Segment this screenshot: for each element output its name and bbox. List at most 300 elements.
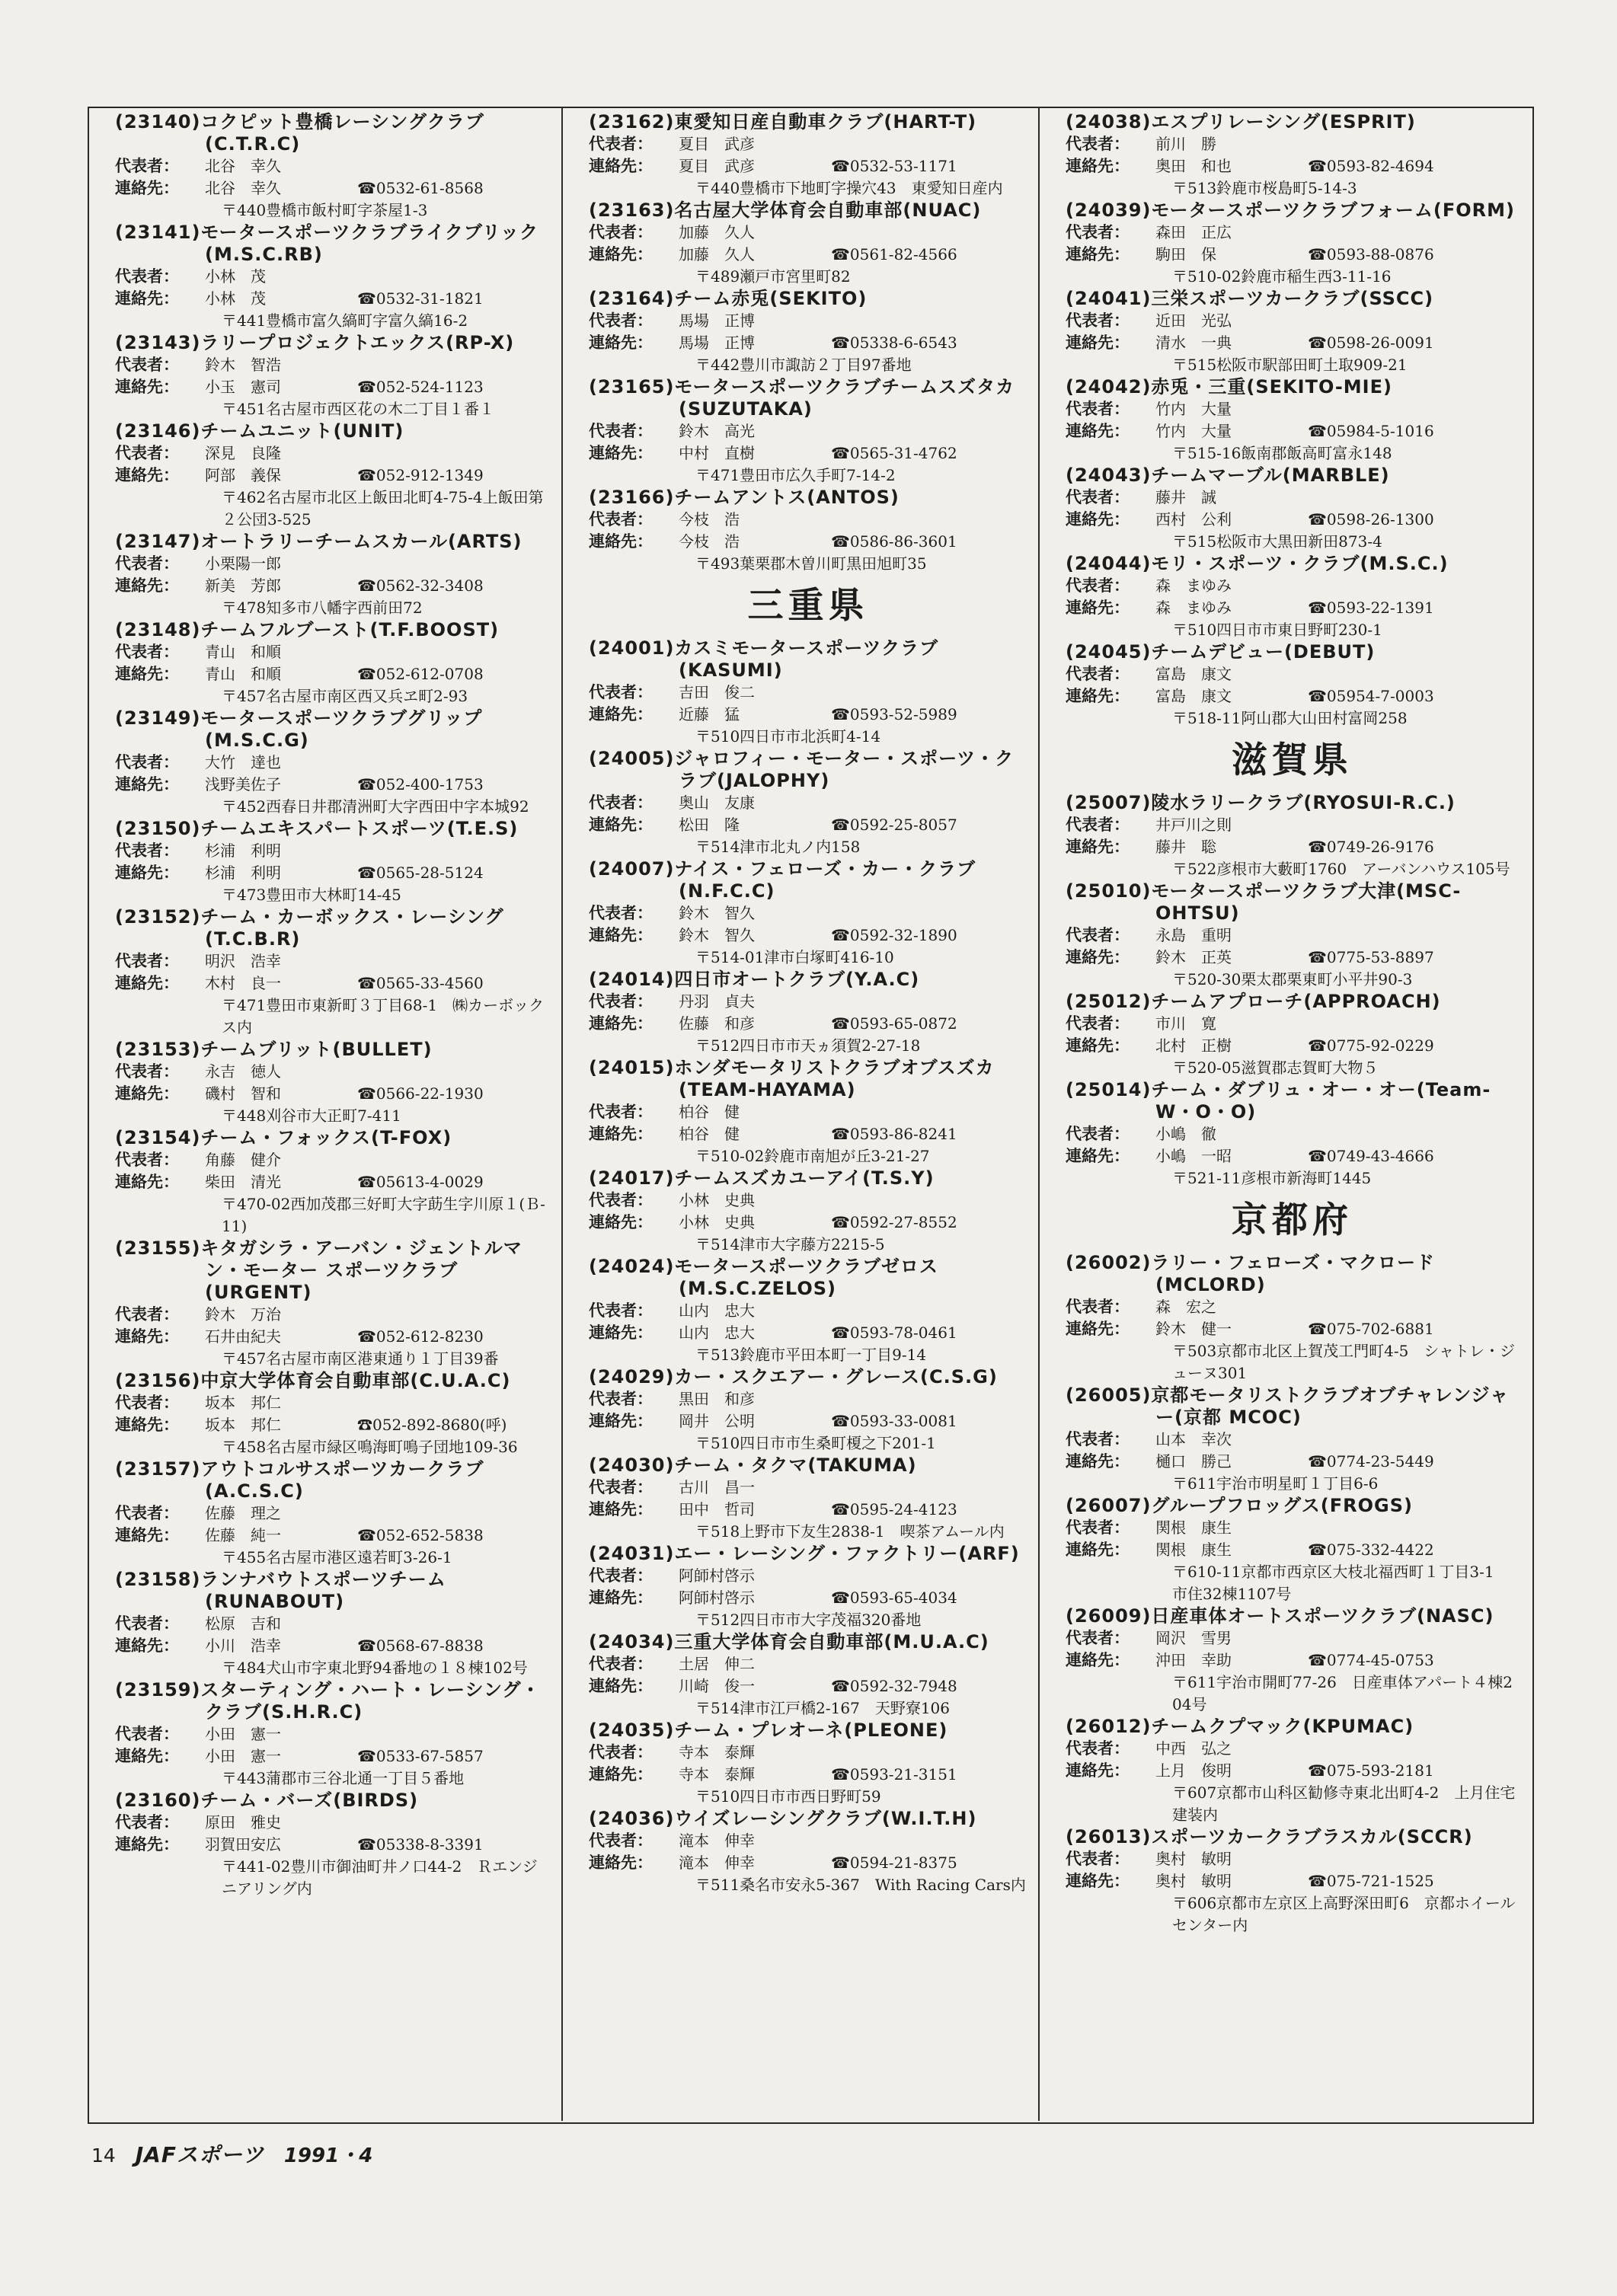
contact-row xyxy=(1066,332,1519,354)
contact-row xyxy=(589,924,1027,947)
contact-address: 〒510四日市市東日野町230-1 xyxy=(1172,621,1382,639)
contact-address: 〒493葉栗郡木曽川町黒田旭町35 xyxy=(695,554,927,573)
contact-label: 連絡先： xyxy=(589,157,653,175)
representative-row xyxy=(589,1653,1027,1675)
representative-row xyxy=(1066,1738,1519,1760)
club-name: (24029)カー・スクエアー・グレース(C.S.G) xyxy=(589,1366,998,1387)
representative-label: 代表者： xyxy=(589,422,653,440)
representative-name: 奥山 友康 xyxy=(679,794,755,812)
representative-row xyxy=(1066,814,1519,836)
club-entry xyxy=(1066,1495,1519,1605)
contact-label: 連絡先： xyxy=(1066,1452,1130,1471)
contact-label: 連絡先： xyxy=(1066,599,1130,617)
representative-row xyxy=(115,1502,551,1525)
representative-label: 代表者： xyxy=(589,1743,653,1761)
contact-address: 〒515松阪市駅部田町土取909-21 xyxy=(1172,356,1408,374)
representative-label: 代表者： xyxy=(589,992,653,1011)
representative-name: 藤井 誠 xyxy=(1155,488,1216,506)
phone-number: ☎0592-32-7948 xyxy=(831,1677,957,1695)
representative-label: 代表者： xyxy=(589,311,653,330)
representative-label: 代表者： xyxy=(589,223,653,241)
club-name: (24042)赤兎・三重(SEKITO-MIE) xyxy=(1066,376,1392,398)
phone-number: ☎052-892-8680(呼) xyxy=(357,1416,507,1434)
contact-name: 中村 直樹 xyxy=(679,444,755,462)
contact-row xyxy=(1066,597,1519,619)
contact-name: 柴田 清光 xyxy=(205,1173,281,1191)
club-entry xyxy=(589,748,1027,858)
contact-label: 連絡先： xyxy=(115,775,179,794)
contact-address: 〒511桑名市安永5-367 With Racing Cars内 xyxy=(695,1876,1026,1894)
representative-row xyxy=(589,1101,1027,1123)
phone-number: ☎0593-88-0876 xyxy=(1308,245,1434,263)
representative-label: 代表者： xyxy=(1066,1430,1130,1448)
contact-row xyxy=(1066,1318,1519,1340)
representative-label: 代表者： xyxy=(115,1394,179,1412)
contact-address: 〒510-02鈴鹿市稲生西3-11-16 xyxy=(1172,267,1392,286)
representative-row xyxy=(589,1830,1027,1852)
contact-name: 小川 浩幸 xyxy=(205,1637,281,1655)
club-name: (23149)モータースポーツクラブグリップ(M.S.C.G) xyxy=(115,707,483,751)
club-name: (24041)三栄スポーツカークラブ(SSCC) xyxy=(1066,288,1434,309)
contact-name: 山内 忠大 xyxy=(679,1324,755,1342)
prefecture-heading: 滋賀県 xyxy=(1232,739,1353,781)
representative-row xyxy=(1066,1013,1519,1035)
contact-row xyxy=(115,575,551,597)
representative-label: 代表者： xyxy=(115,1305,179,1324)
phone-number: ☎0598-26-0091 xyxy=(1308,334,1434,352)
club-name: (24024)モータースポーツクラブゼロス(M.S.C.ZELOS) xyxy=(589,1256,938,1299)
club-entry xyxy=(115,420,551,531)
club-entry xyxy=(115,1370,551,1458)
phone-number: ☎0598-26-1300 xyxy=(1308,510,1434,528)
representative-row xyxy=(589,1190,1027,1212)
representative-row xyxy=(115,1723,551,1745)
representative-row xyxy=(589,1742,1027,1764)
contact-label: 連絡先： xyxy=(115,1173,179,1191)
club-entry xyxy=(1066,1605,1519,1716)
representative-label: 代表者： xyxy=(1066,816,1130,834)
representative-label: 代表者： xyxy=(115,157,179,175)
contact-address: 〒441-02豊川市御油町井ノ口44-2 Ｒエンジニアリング内 xyxy=(222,1857,538,1898)
phone-number: ☎0565-31-4762 xyxy=(831,444,957,462)
contact-name: 北谷 幸久 xyxy=(205,179,281,197)
contact-row xyxy=(589,704,1027,726)
phone-number: ☎0533-67-5857 xyxy=(357,1747,484,1765)
contact-address: 〒448刈谷市大正町7-411 xyxy=(222,1106,401,1125)
contact-label: 連絡先： xyxy=(115,1747,179,1765)
contact-name: 坂本 邦仁 xyxy=(205,1416,281,1434)
representative-row xyxy=(589,310,1027,332)
phone-number: ☎0775-53-8897 xyxy=(1308,948,1434,966)
contact-name: 鈴木 健一 xyxy=(1155,1320,1232,1338)
contact-name: 松田 隆 xyxy=(679,816,740,834)
contact-label: 連絡先： xyxy=(589,1125,653,1143)
contact-name: 新美 芳郎 xyxy=(205,576,281,595)
representative-name: 北谷 幸久 xyxy=(205,157,281,175)
contact-label: 連絡先： xyxy=(589,1854,653,1872)
phone-number: ☎05338-8-3391 xyxy=(357,1835,484,1854)
representative-label: 代表者： xyxy=(589,1566,653,1585)
representative-label: 代表者： xyxy=(1066,1629,1130,1647)
representative-name: 関根 康生 xyxy=(1155,1518,1232,1537)
club-entry xyxy=(115,111,551,222)
contact-name: 竹内 大量 xyxy=(1155,422,1232,440)
representative-label: 代表者： xyxy=(589,1478,653,1496)
phone-number: ☎0568-67-8838 xyxy=(357,1637,484,1655)
contact-row xyxy=(1066,1760,1519,1782)
representative-row xyxy=(589,509,1027,531)
contact-row xyxy=(115,288,551,310)
phone-number: ☎0749-26-9176 xyxy=(1308,838,1434,856)
phone-number: ☎0592-25-8057 xyxy=(831,816,957,834)
club-name: (24043)チームマーブル(MARBLE) xyxy=(1066,465,1390,486)
club-name: (26013)スポーツカークラブラスカル(SCCR) xyxy=(1066,1826,1473,1847)
phone-number: ☎05338-6-6543 xyxy=(831,334,957,352)
contact-row xyxy=(589,1410,1027,1432)
phone-number: ☎075-332-4422 xyxy=(1308,1541,1434,1559)
contact-address: 〒484犬山市字東北野94番地の１８棟102号 xyxy=(222,1659,528,1677)
representative-name: 土居 伸二 xyxy=(679,1655,755,1673)
contact-address: 〒443蒲郡市三谷北通一丁目５番地 xyxy=(222,1769,465,1787)
contact-row xyxy=(115,1083,551,1105)
club-name: (23157)アウトコルサスポーツカークラブ(A.C.S.C) xyxy=(115,1458,484,1502)
representative-name: 寺本 泰輝 xyxy=(679,1743,755,1761)
contact-name: 富島 康文 xyxy=(1155,687,1232,705)
phone-number: ☎0562-32-3408 xyxy=(357,576,484,595)
representative-row xyxy=(589,792,1027,814)
phone-number: ☎052-652-5838 xyxy=(357,1526,484,1544)
representative-row xyxy=(115,1061,551,1083)
representative-name: 山本 幸次 xyxy=(1155,1430,1232,1448)
contact-address: 〒515松阪市大黒田新田873-4 xyxy=(1172,532,1382,551)
phone-number: ☎0532-31-1821 xyxy=(357,289,484,308)
representative-name: 鈴木 万治 xyxy=(205,1305,281,1324)
club-entry xyxy=(115,707,551,818)
contact-label: 連絡先： xyxy=(589,1677,653,1695)
contact-address: 〒440豊橋市飯村町字茶屋1-3 xyxy=(222,201,428,219)
representative-row xyxy=(115,752,551,774)
representative-name: 松原 吉和 xyxy=(205,1614,281,1633)
contact-label: 連絡先： xyxy=(589,1589,653,1607)
club-entry xyxy=(1066,465,1519,553)
contact-name: 佐藤 純一 xyxy=(205,1526,281,1544)
representative-name: 森 まゆみ xyxy=(1155,576,1232,595)
contact-row xyxy=(589,531,1027,553)
representative-name: 近田 光弘 xyxy=(1155,311,1232,330)
representative-label: 代表者： xyxy=(115,1614,179,1633)
representative-label: 代表者： xyxy=(115,1151,179,1169)
phone-number: ☎0561-82-4566 xyxy=(831,245,957,263)
club-entry xyxy=(1066,641,1519,730)
club-name: (24015)ホンダモータリストクラブオブスズカ(TEAM-HAYAMA) xyxy=(589,1057,995,1100)
representative-row xyxy=(1066,1123,1519,1145)
contact-label: 連絡先： xyxy=(1066,422,1130,440)
representative-name: 大竹 達也 xyxy=(205,753,281,771)
contact-address: 〒610-11京都市西京区大枝北福西町１丁目3-1 市住32棟1107号 xyxy=(1172,1563,1510,1603)
contact-address: 〒510四日市市生桑町榎之下201-1 xyxy=(695,1434,936,1452)
representative-label: 代表者： xyxy=(1066,1850,1130,1868)
representative-row xyxy=(1066,310,1519,332)
representative-row xyxy=(1066,398,1519,420)
contact-label: 連絡先： xyxy=(115,1637,179,1655)
contact-address: 〒513鈴鹿市桜島町5-14-3 xyxy=(1172,179,1357,197)
contact-name: 阿師村啓示 xyxy=(679,1589,755,1607)
contact-row xyxy=(1066,420,1519,442)
representative-name: 前川 勝 xyxy=(1155,135,1216,153)
club-name: (26009)日産車体オートスポーツクラブ(NASC) xyxy=(1066,1605,1494,1627)
club-name: (23160)チーム・バーズ(BIRDS) xyxy=(115,1790,419,1811)
representative-name: 永吉 徳人 xyxy=(205,1062,281,1081)
contact-address: 〒510四日市市西日野町59 xyxy=(695,1787,881,1806)
representative-label: 代表者： xyxy=(1066,1298,1130,1316)
club-name: (25012)チームアプローチ(APPROACH) xyxy=(1066,991,1441,1012)
contact-label: 連絡先： xyxy=(1066,838,1130,856)
representative-name: 青山 和順 xyxy=(205,643,281,661)
contact-label: 連絡先： xyxy=(1066,1147,1130,1165)
contact-name: 奥村 敏明 xyxy=(1155,1872,1232,1890)
contact-address: 〒514津市大字藤方2215-5 xyxy=(695,1235,885,1253)
club-name: (23165)モータースポーツクラブチームスズタカ(SUZUTAKA) xyxy=(589,376,1015,420)
contact-row xyxy=(115,1834,551,1856)
club-entry xyxy=(589,288,1027,376)
club-entry xyxy=(589,1057,1027,1167)
phone-number: ☎0593-52-5989 xyxy=(831,705,957,723)
contact-name: 小嶋 一昭 xyxy=(1155,1147,1232,1165)
contact-name: 今枝 浩 xyxy=(679,532,740,551)
club-name: (23152)チーム・カーボックス・レーシング(T.C.B.R) xyxy=(115,906,504,950)
club-entry xyxy=(589,200,1027,288)
club-entry xyxy=(589,1167,1027,1256)
contact-row xyxy=(1066,155,1519,177)
club-name: (25007)陵水ラリークラブ(RYOSUI-R.C.) xyxy=(1066,792,1456,813)
representative-row xyxy=(1066,924,1519,947)
representative-row xyxy=(589,682,1027,704)
phone-number: ☎052-400-1753 xyxy=(357,775,484,794)
contact-label: 連絡先： xyxy=(1066,334,1130,352)
contact-address: 〒518上野市下友生2838-1 喫茶アムール内 xyxy=(695,1522,1005,1541)
representative-row xyxy=(115,1613,551,1635)
club-entry xyxy=(115,906,551,1039)
contact-name: 樋口 勝己 xyxy=(1155,1452,1232,1471)
contact-name: 石井由紀夫 xyxy=(205,1327,281,1346)
representative-label: 代表者： xyxy=(115,554,179,573)
contact-address: 〒514津市江戸橋2-167 天野寮106 xyxy=(695,1699,951,1717)
contact-label: 連絡先： xyxy=(115,1327,179,1346)
representative-name: 奥村 敏明 xyxy=(1155,1850,1232,1868)
club-entry xyxy=(1066,553,1519,641)
representative-label: 代表者： xyxy=(115,1504,179,1522)
representative-label: 代表者： xyxy=(115,952,179,970)
phone-number: ☎052-524-1123 xyxy=(357,378,484,396)
phone-number: ☎075-721-1525 xyxy=(1308,1872,1434,1890)
contact-address: 〒611宇治市開町77-26 日産車体アパート４棟204号 xyxy=(1172,1673,1513,1713)
representative-row xyxy=(589,1300,1027,1322)
page-number: 14 xyxy=(91,2144,116,2167)
contact-address: 〒471豊田市広久手町7-14-2 xyxy=(695,466,896,484)
club-entry xyxy=(589,1720,1027,1808)
club-entry xyxy=(589,1256,1027,1366)
contact-row xyxy=(115,862,551,884)
contact-row xyxy=(115,663,551,685)
representative-label: 代表者： xyxy=(115,267,179,286)
contact-address: 〒489瀬戸市宮里町82 xyxy=(695,267,851,286)
representative-label: 代表者： xyxy=(1066,400,1130,418)
contact-label: 連絡先： xyxy=(115,289,179,308)
directory-column-3 xyxy=(1040,107,1529,2121)
representative-name: 小栗陽一郎 xyxy=(205,554,281,573)
contact-label: 連絡先： xyxy=(115,1526,179,1544)
contact-name: 羽賀田安広 xyxy=(205,1835,281,1854)
contact-address: 〒457名古屋市南区港東通り１丁目39番 xyxy=(222,1349,499,1368)
contact-address: 〒518-11阿山郡大山田村富岡258 xyxy=(1172,709,1408,727)
club-entry xyxy=(589,858,1027,969)
phone-number: ☎0565-33-4560 xyxy=(357,974,484,992)
contact-name: 近藤 猛 xyxy=(679,705,740,723)
club-entry xyxy=(115,1679,551,1790)
contact-name: 小林 史典 xyxy=(679,1213,755,1231)
club-entry xyxy=(1066,1252,1519,1384)
representative-row xyxy=(115,1304,551,1326)
representative-name: 小嶋 徹 xyxy=(1155,1125,1216,1143)
contact-row xyxy=(589,155,1027,177)
contact-label: 連絡先： xyxy=(115,378,179,396)
contact-name: 磯村 智和 xyxy=(205,1084,281,1103)
club-entry xyxy=(1066,1826,1519,1937)
contact-address: 〒512四日市市天ヵ須賀2-27-18 xyxy=(695,1036,921,1055)
contact-row xyxy=(589,1322,1027,1344)
representative-name: 古川 昌一 xyxy=(679,1478,755,1496)
representative-name: 鈴木 智久 xyxy=(679,904,755,922)
representative-row xyxy=(589,1477,1027,1499)
phone-number: ☎05613-4-0029 xyxy=(357,1173,484,1191)
representative-label: 代表者： xyxy=(1066,488,1130,506)
contact-name: 木村 良一 xyxy=(205,974,281,992)
contact-row xyxy=(1066,244,1519,266)
representative-row xyxy=(115,950,551,972)
phone-number: ☎075-702-6881 xyxy=(1308,1320,1434,1338)
contact-name: 川崎 俊一 xyxy=(679,1677,755,1695)
page-footer xyxy=(91,2138,386,2169)
contact-name: 藤井 聡 xyxy=(1155,838,1216,856)
contact-name: 鈴木 智久 xyxy=(679,926,755,944)
phone-number: ☎052-612-8230 xyxy=(357,1327,484,1346)
representative-name: 森田 正広 xyxy=(1155,223,1232,241)
representative-label: 代表者： xyxy=(115,444,179,462)
contact-label: 連絡先： xyxy=(1066,1761,1130,1780)
representative-label: 代表者： xyxy=(589,135,653,153)
prefecture-heading: 三重県 xyxy=(747,585,869,627)
contact-address: 〒455名古屋市港区遠若町3-26-1 xyxy=(222,1548,452,1566)
club-name: (26002)ラリー・フェローズ・マクロード(MCLORD) xyxy=(1066,1252,1436,1295)
phone-number: ☎052-912-1349 xyxy=(357,466,484,484)
club-name: (23164)チーム赤兎(SEKITO) xyxy=(589,288,868,309)
representative-label: 代表者： xyxy=(589,1103,653,1121)
contact-name: 西村 公利 xyxy=(1155,510,1232,528)
contact-row xyxy=(589,1852,1027,1874)
issue-date: 1991・4 xyxy=(283,2144,373,2167)
club-entry xyxy=(589,111,1027,200)
club-name: (24001)カスミモータースポーツクラブ(KASUMI) xyxy=(589,637,939,681)
contact-label: 連絡先： xyxy=(115,576,179,595)
representative-name: 坂本 邦仁 xyxy=(205,1394,281,1412)
club-entry xyxy=(1066,288,1519,376)
phone-number: ☎0749-43-4666 xyxy=(1308,1147,1434,1165)
contact-label: 連絡先： xyxy=(1066,1541,1130,1559)
representative-row xyxy=(115,442,551,465)
representative-row xyxy=(1066,1848,1519,1870)
club-entry xyxy=(115,1790,551,1900)
club-name: (24036)ウイズレーシングクラブ(W.I.T.H) xyxy=(589,1808,977,1829)
contact-address: 〒452西春日井郡清洲町大字西田中字本城92 xyxy=(222,797,529,816)
representative-row xyxy=(589,222,1027,244)
club-name: (23141)モータースポーツクラブライクブリック(M.S.C.RB) xyxy=(115,222,538,265)
representative-label: 代表者： xyxy=(115,1725,179,1743)
contact-name: 北村 正樹 xyxy=(1155,1036,1232,1055)
representative-name: 佐藤 理之 xyxy=(205,1504,281,1522)
contact-address: 〒470-02西加茂郡三好町大字莇生字川原１(Ｂ-11) xyxy=(222,1195,545,1235)
club-name: (24039)モータースポーツクラブフォーム(FORM) xyxy=(1066,200,1515,221)
contact-label: 連絡先： xyxy=(589,1324,653,1342)
representative-row xyxy=(1066,133,1519,155)
club-name: (23162)東愛知日産自動車クラブ(HART-T) xyxy=(589,111,977,133)
contact-label: 連絡先： xyxy=(589,705,653,723)
contact-row xyxy=(1066,1145,1519,1167)
representative-name: 小林 茂 xyxy=(205,267,266,286)
contact-row xyxy=(1066,836,1519,858)
contact-label: 連絡先： xyxy=(589,1500,653,1518)
club-name: (23153)チームブリット(BULLET) xyxy=(115,1039,433,1060)
contact-row xyxy=(589,1587,1027,1609)
contact-row xyxy=(1066,1451,1519,1473)
representative-name: 夏目 武彦 xyxy=(679,135,755,153)
representative-row xyxy=(115,641,551,663)
contact-address: 〒473豊田市大林町14-45 xyxy=(222,886,401,904)
contact-name: 上月 俊明 xyxy=(1155,1761,1232,1780)
representative-label: 代表者： xyxy=(589,1191,653,1209)
club-name: (23156)中京大学体育会自動車部(C.U.A.C) xyxy=(115,1370,511,1391)
contact-label: 連絡先： xyxy=(1066,1320,1130,1338)
club-name: (24044)モリ・スポーツ・クラブ(M.S.C.) xyxy=(1066,553,1449,574)
contact-label: 連絡先： xyxy=(589,444,653,462)
phone-number: ☎0775-92-0229 xyxy=(1308,1036,1434,1055)
representative-row xyxy=(115,553,551,575)
club-entry xyxy=(115,1569,551,1679)
representative-row xyxy=(115,1149,551,1171)
contact-name: 阿部 義保 xyxy=(205,466,281,484)
phone-number: ☎0593-86-8241 xyxy=(831,1125,957,1143)
representative-name: 富島 康文 xyxy=(1155,665,1232,683)
representative-name: 井戸川之則 xyxy=(1155,816,1232,834)
contact-address: 〒513鈴鹿市平田本町一丁目9-14 xyxy=(695,1346,927,1364)
club-name: (24014)四日市オートクラブ(Y.A.C) xyxy=(589,969,920,990)
contact-row xyxy=(115,1635,551,1657)
representative-name: 角藤 健介 xyxy=(205,1151,281,1169)
magazine-title: JAFスポーツ xyxy=(135,2142,264,2167)
phone-number: ☎05954-7-0003 xyxy=(1308,687,1434,705)
contact-name: 柏谷 健 xyxy=(679,1125,740,1143)
contact-address: 〒441豊橋市富久縞町字富久縞16-2 xyxy=(222,311,468,330)
contact-label: 連絡先： xyxy=(115,1084,179,1103)
contact-address: 〒607京都市山科区勧修寺東北出町4-2 上月住宅建装内 xyxy=(1172,1783,1516,1824)
contact-row xyxy=(115,774,551,796)
contact-label: 連絡先： xyxy=(115,974,179,992)
representative-label: 代表者： xyxy=(589,1390,653,1408)
representative-name: 馬場 正博 xyxy=(679,311,755,330)
club-entry xyxy=(589,1543,1027,1631)
club-entry xyxy=(589,1808,1027,1896)
directory-column-1 xyxy=(89,107,561,2121)
representative-label: 代表者： xyxy=(115,753,179,771)
